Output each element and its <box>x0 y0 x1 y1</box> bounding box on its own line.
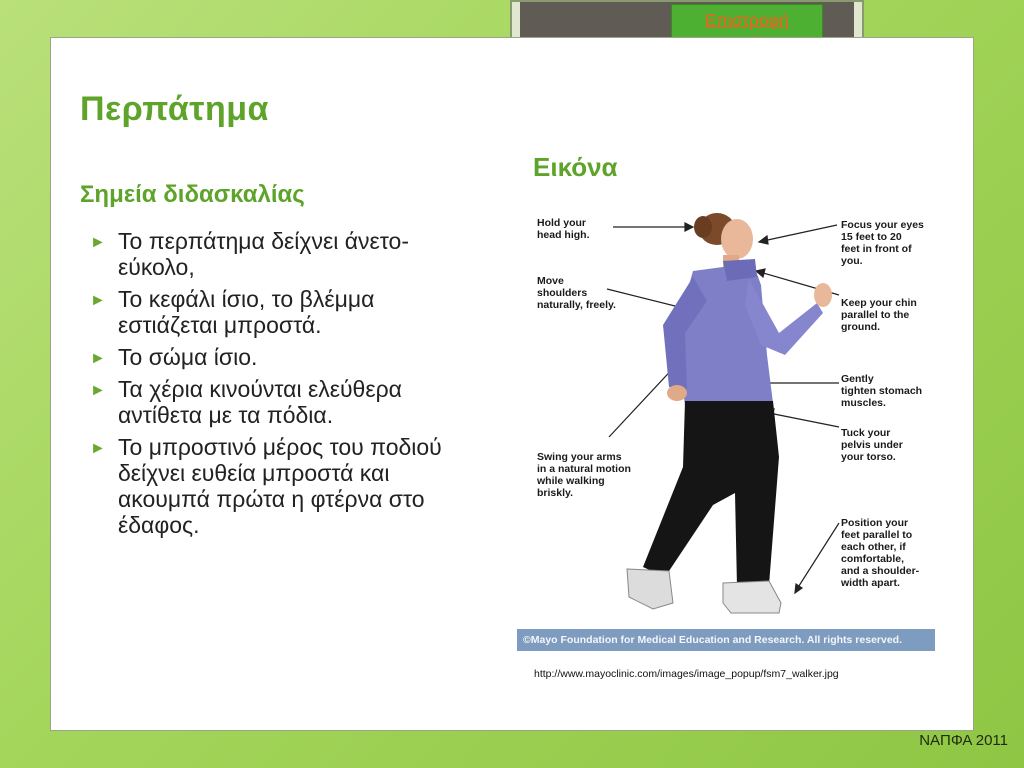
teaching-points-heading: Σημεία διδασκαλίας <box>80 181 305 208</box>
list-item <box>90 228 470 280</box>
triangle-right-icon: ► <box>90 440 106 457</box>
bullet-text: Το μπροστινό μέρος του ποδιού δείχνει ευθεία μπροστά και ακουμπά πρώτα η φτέρνα στο έδαφος. <box>118 434 442 538</box>
bullet-text: Τα χέρια κινούνται ελεύθερα αντίθετα με τα πόδια. <box>118 376 402 428</box>
bullet-text: Το σώμα ίσιο. <box>118 344 258 370</box>
annotation-head-high: Hold your head high. <box>537 217 590 241</box>
copyright-bar: ©Mayo Foundation for Medical Education and Research. All rights reserved. <box>517 629 935 651</box>
annotation-swing-arms: Swing your arms in a natural motion while walking briskly. <box>537 451 631 499</box>
triangle-right-icon: ► <box>90 234 106 251</box>
footer-label: ΝΑΠΦΑ 2011 <box>919 732 1008 749</box>
teaching-points-list <box>90 228 470 544</box>
triangle-right-icon: ► <box>90 350 106 367</box>
list-item <box>90 286 470 338</box>
annotation-focus-eyes: Focus your eyes 15 feet to 20 feet in front of you. <box>841 219 924 267</box>
bullet-text: Το περπάτημα δείχνει άνετο- εύκολο, <box>118 228 409 280</box>
triangle-right-icon: ► <box>90 382 106 399</box>
return-button-line1: Επιστροφή <box>705 11 789 30</box>
list-item <box>90 376 470 428</box>
annotation-stomach: Gently tighten stomach muscles. <box>841 373 923 409</box>
bullet-text: Το κεφάλι ίσιο, το βλέμμα εστιάζεται μπροστά. <box>118 286 375 338</box>
triangle-right-icon: ► <box>90 292 106 309</box>
walking-posture-figure <box>517 205 935 651</box>
annotation-pelvis: Tuck your pelvis under your torso. <box>841 427 903 463</box>
list-item <box>90 434 470 538</box>
slide-title: Περπάτημα <box>80 90 269 128</box>
annotation-feet: Position your feet parallel to each other, if comfortable, and a shoulder- width apart. <box>841 517 920 589</box>
image-heading: Εικόνα <box>533 152 618 182</box>
list-item <box>90 344 470 370</box>
annotation-shoulders: Move shoulders naturally, freely. <box>537 275 616 311</box>
annotation-chin: Keep your chin parallel to the ground. <box>841 297 917 333</box>
image-source-url: http://www.mayoclinic.com/images/image_popup/fsm7_walker.jpg <box>534 668 839 680</box>
